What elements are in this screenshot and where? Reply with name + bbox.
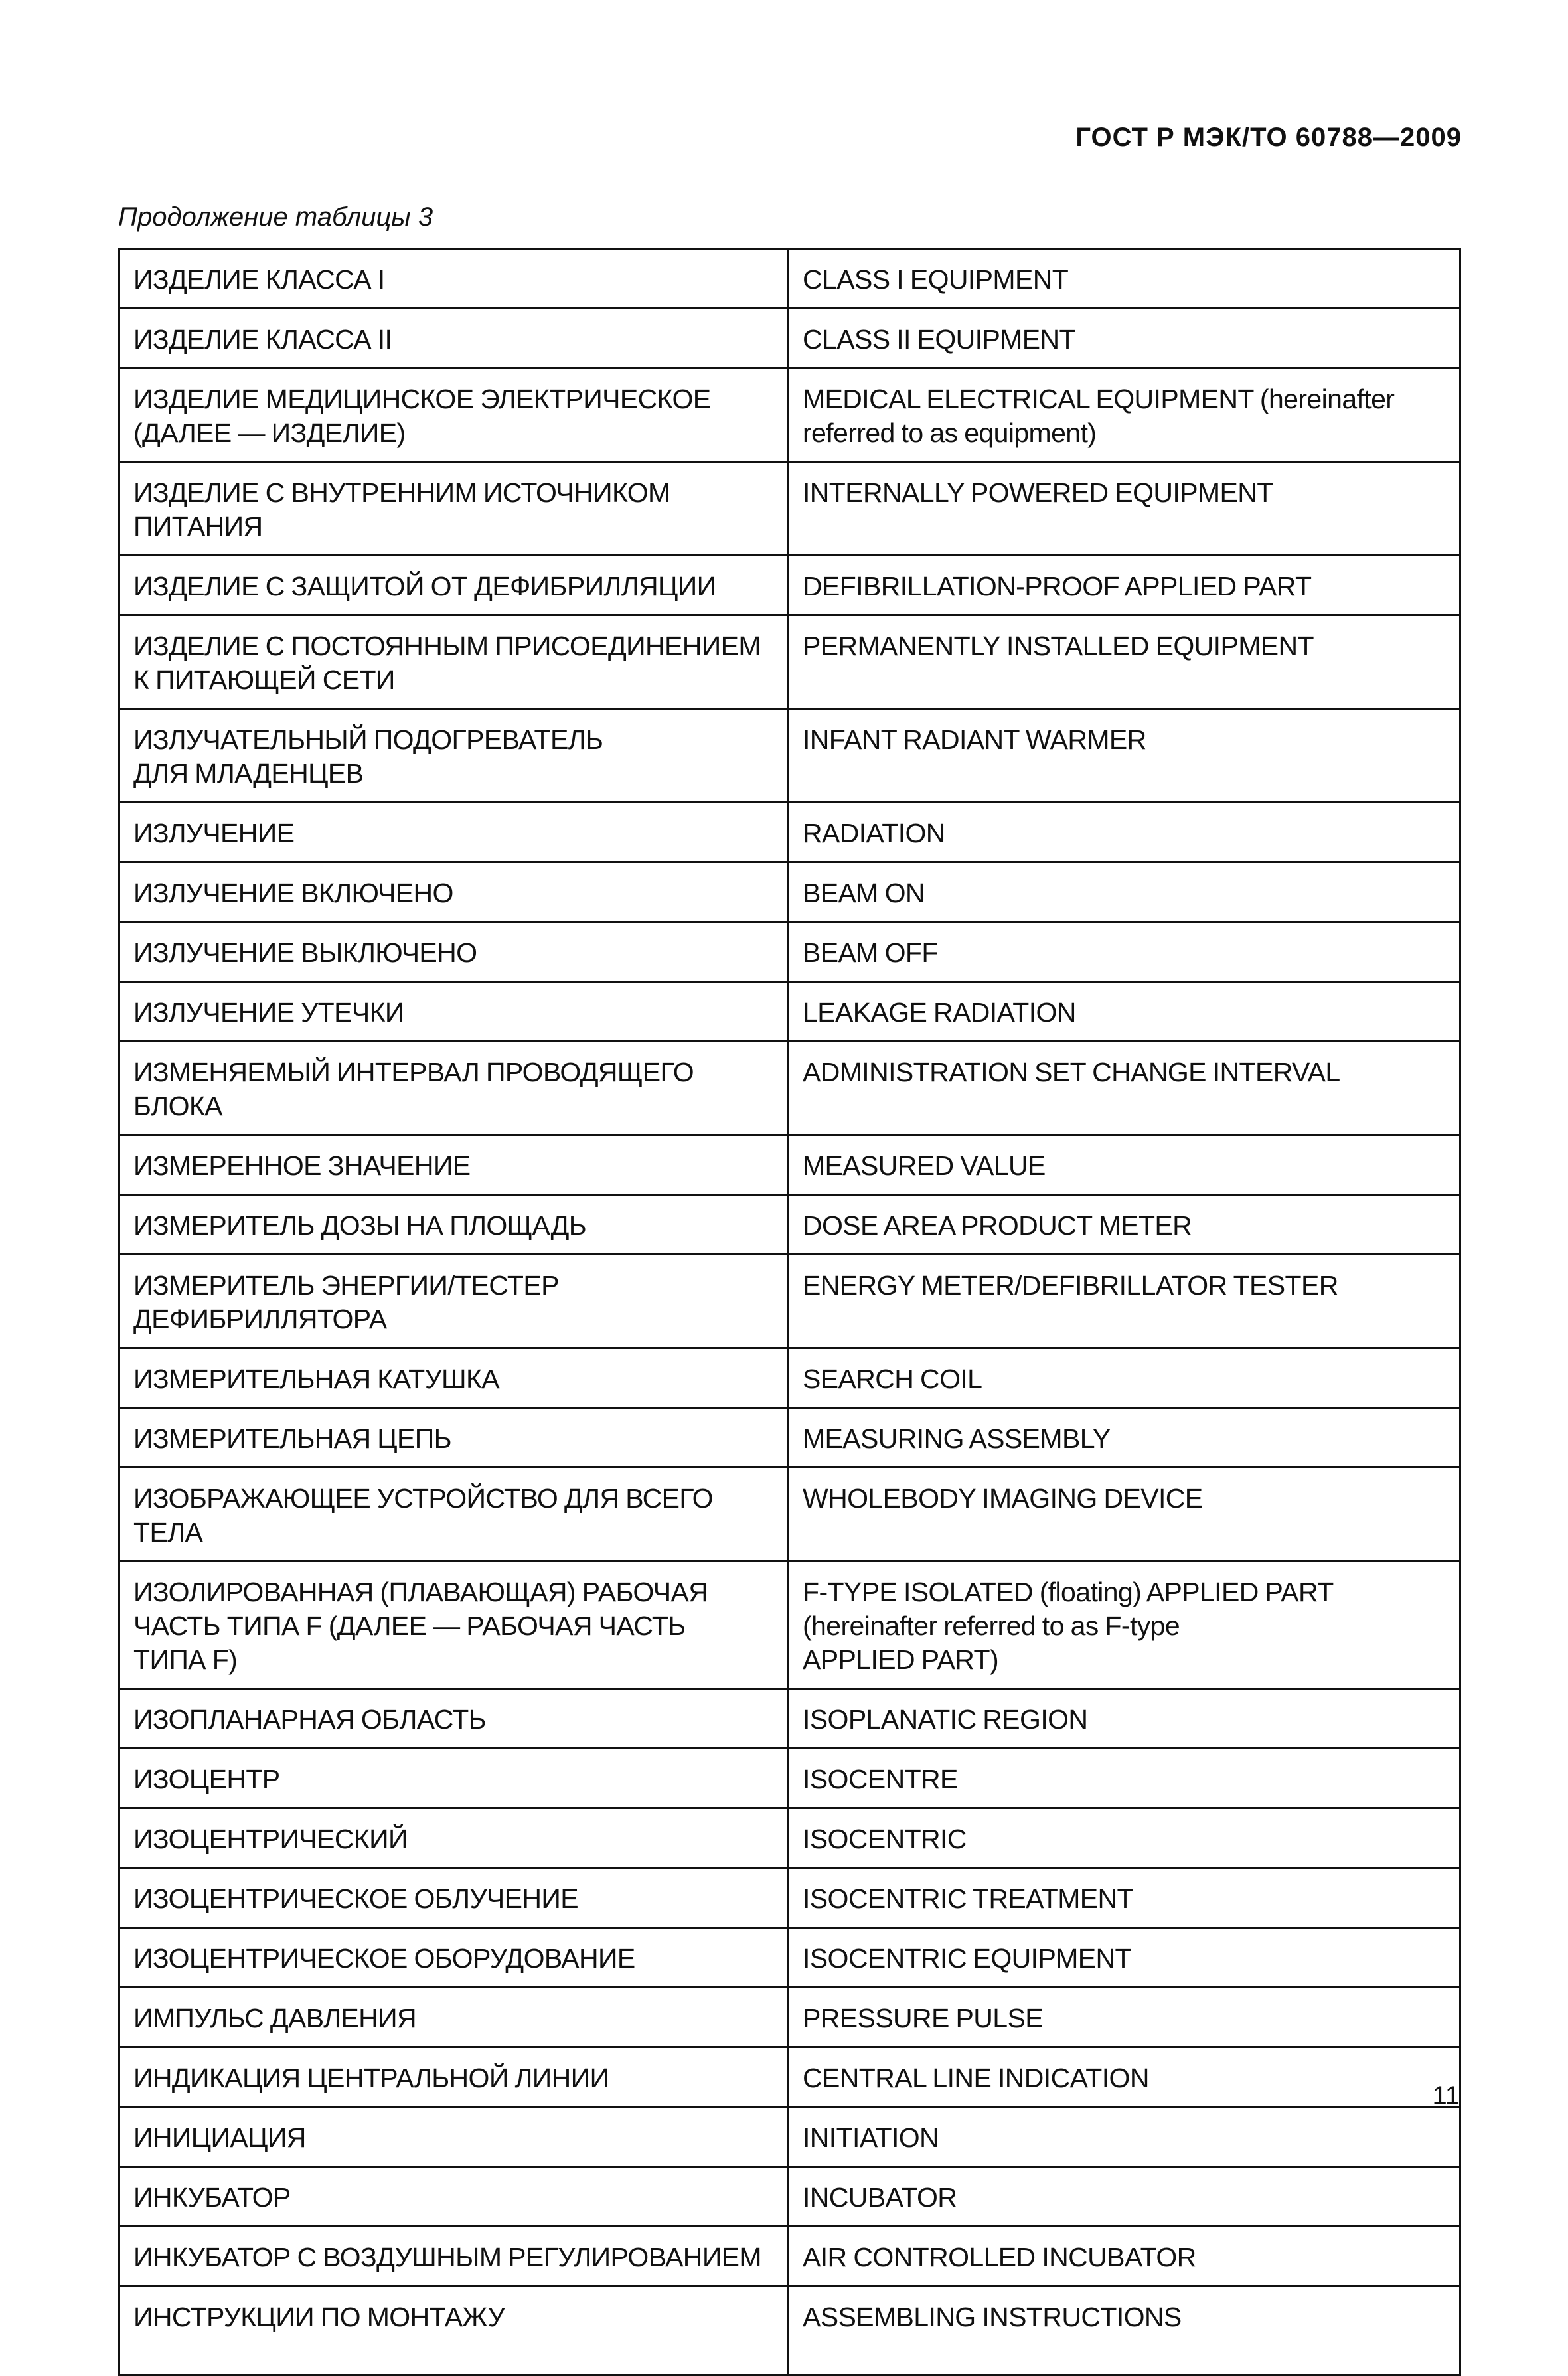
term-russian: ИНСТРУКЦИИ ПО МОНТАЖУ: [133, 2302, 505, 2332]
term-russian: ИЗМЕРЕННОЕ ЗНАЧЕНИЕ: [133, 1150, 471, 1181]
table-row: [119, 1749, 1460, 1808]
term-russian-cell: [119, 1408, 789, 1468]
term-english: WHOLEBODY IMAGING DEVICE: [803, 1483, 1203, 1514]
table-row: [119, 1135, 1460, 1195]
term-english-cell: [789, 1348, 1460, 1408]
term-english: BEAM ON: [803, 878, 925, 908]
term-russian-cell: [119, 2286, 789, 2375]
term-english-cell: [789, 1195, 1460, 1255]
term-russian: ИЗЛУЧЕНИЕ: [133, 818, 295, 848]
term-russian-cell: [119, 309, 789, 368]
term-russian-cell: [119, 249, 789, 309]
term-russian: ИЗДЕЛИЕ С ЗАЩИТОЙ ОТ ДЕФИБРИЛЛЯЦИИ: [133, 571, 716, 601]
term-russian: ИЗДЕЛИЕ С ВНУТРЕННИМ ИСТОЧНИКОМ ПИТАНИЯ: [133, 477, 670, 542]
term-english-cell: [789, 1561, 1460, 1689]
term-english-cell: [789, 982, 1460, 1042]
table-row: [119, 1561, 1460, 1689]
term-english-cell: [789, 1468, 1460, 1561]
term-russian-cell: [119, 1135, 789, 1195]
term-english-cell: [789, 1135, 1460, 1195]
term-russian: ИЗДЕЛИЕ КЛАССА I: [133, 264, 385, 295]
term-english-cell: [789, 1042, 1460, 1135]
table-row: [119, 1195, 1460, 1255]
term-english-cell: [789, 1868, 1460, 1928]
term-russian: ИНКУБАТОР С ВОЗДУШНЫМ РЕГУЛИРОВАНИЕМ: [133, 2242, 761, 2272]
term-russian-cell: [119, 2167, 789, 2227]
document-header: ГОСТ Р МЭК/ТО 60788—2009: [1075, 123, 1462, 152]
table-row: [119, 1808, 1460, 1868]
term-english: ISOCENTRIC TREATMENT: [803, 1883, 1133, 1914]
term-english-cell: [789, 309, 1460, 368]
terms-table: [118, 248, 1461, 2376]
table-row: [119, 249, 1460, 309]
term-russian: ИЗОЦЕНТР: [133, 1764, 280, 1794]
term-english: MEASURING ASSEMBLY: [803, 1423, 1111, 1454]
term-russian-cell: [119, 368, 789, 462]
table-row: [119, 556, 1460, 615]
term-russian-cell: [119, 1749, 789, 1808]
term-russian-cell: [119, 2047, 789, 2107]
term-russian-cell: [119, 1195, 789, 1255]
table-row: [119, 1988, 1460, 2047]
term-russian: ИЗДЕЛИЕ МЕДИЦИНСКОЕ ЭЛЕКТРИЧЕСКОЕ (ДАЛЕЕ — ИЗДЕЛИЕ): [133, 384, 711, 448]
term-english-cell: [789, 2227, 1460, 2286]
term-english: PRESSURE PULSE: [803, 2003, 1044, 2033]
table-row: [119, 368, 1460, 462]
table-row: [119, 615, 1460, 709]
term-english-cell: [789, 2286, 1460, 2375]
term-english: F-TYPE ISOLATED (floating) APPLIED PART (hereinafter referred to as F-type APPLIED PART): [803, 1577, 1334, 1675]
term-russian: ИЗМЕРИТЕЛЬ ЭНЕРГИИ/ТЕСТЕР ДЕФИБРИЛЛЯТОРА: [133, 1270, 559, 1334]
term-english: INFANT RADIANT WARMER: [803, 724, 1146, 755]
term-english: INTERNALLY POWERED EQUIPMENT: [803, 477, 1273, 508]
term-russian-cell: [119, 982, 789, 1042]
page-number: 11: [1432, 2081, 1460, 2110]
term-english-cell: [789, 2167, 1460, 2227]
term-english: DOSE AREA PRODUCT METER: [803, 1210, 1192, 1241]
term-russian: ИЗМЕРИТЕЛЬНАЯ ЦЕПЬ: [133, 1423, 451, 1454]
term-russian: ИЗДЕЛИЕ С ПОСТОЯННЫМ ПРИСОЕДИНЕНИЕМ К ПИТАЮЩЕЙ СЕТИ: [133, 631, 761, 695]
term-russian-cell: [119, 556, 789, 615]
term-english-cell: [789, 709, 1460, 803]
term-russian: ИЗЛУЧЕНИЕ ВКЛЮЧЕНО: [133, 878, 453, 908]
term-russian: ИЗЛУЧЕНИЕ ВЫКЛЮЧЕНО: [133, 937, 477, 968]
term-english: ISOCENTRE: [803, 1764, 958, 1794]
term-english: INCUBATOR: [803, 2182, 957, 2213]
term-russian: ИНДИКАЦИЯ ЦЕНТРАЛЬНОЙ ЛИНИИ: [133, 2063, 609, 2093]
table-row: [119, 1468, 1460, 1561]
term-russian-cell: [119, 1561, 789, 1689]
term-russian: ИМПУЛЬС ДАВЛЕНИЯ: [133, 2003, 417, 2033]
term-russian: ИЗОБРАЖАЮЩЕЕ УСТРОЙСТВО ДЛЯ ВСЕГО ТЕЛА: [133, 1483, 713, 1547]
table-row: [119, 1928, 1460, 1988]
term-english: BEAM OFF: [803, 937, 938, 968]
term-english-cell: [789, 1808, 1460, 1868]
term-russian-cell: [119, 1928, 789, 1988]
term-russian: ИЗОЛИРОВАННАЯ (ПЛАВАЮЩАЯ) РАБОЧАЯ ЧАСТЬ ТИПА F (ДАЛЕЕ — РАБОЧАЯ ЧАСТЬ ТИПА F): [133, 1577, 708, 1675]
table-row: [119, 1348, 1460, 1408]
term-russian-cell: [119, 615, 789, 709]
term-russian-cell: [119, 1689, 789, 1749]
term-english: INITIATION: [803, 2122, 939, 2153]
term-russian-cell: [119, 2107, 789, 2167]
table-row: [119, 709, 1460, 803]
term-russian-cell: [119, 1468, 789, 1561]
term-russian: ИЗЛУЧАТЕЛЬНЫЙ ПОДОГРЕВАТЕЛЬ ДЛЯ МЛАДЕНЦЕВ: [133, 724, 603, 789]
table-row: [119, 309, 1460, 368]
table-row: [119, 2227, 1460, 2286]
term-english: ISOCENTRIC: [803, 1824, 967, 1854]
term-russian: ИЗМЕРИТЕЛЬ ДОЗЫ НА ПЛОЩАДЬ: [133, 1210, 587, 1241]
table-row: [119, 922, 1460, 982]
term-russian-cell: [119, 862, 789, 922]
term-russian: ИЗОЦЕНТРИЧЕСКОЕ ОБОРУДОВАНИЕ: [133, 1943, 635, 1974]
term-english: ISOPLANATIC REGION: [803, 1704, 1088, 1735]
term-english-cell: [789, 556, 1460, 615]
term-english-cell: [789, 1988, 1460, 2047]
term-russian-cell: [119, 462, 789, 556]
term-english: SEARCH COIL: [803, 1364, 982, 1394]
term-english-cell: [789, 368, 1460, 462]
term-russian: ИЗМЕРИТЕЛЬНАЯ КАТУШКА: [133, 1364, 500, 1394]
table-row: [119, 2286, 1460, 2375]
term-english-cell: [789, 249, 1460, 309]
term-russian: ИЗМЕНЯЕМЫЙ ИНТЕРВАЛ ПРОВОДЯЩЕГО БЛОКА: [133, 1057, 694, 1121]
term-english: PERMANENTLY INSTALLED EQUIPMENT: [803, 631, 1314, 661]
term-russian-cell: [119, 803, 789, 862]
term-english-cell: [789, 1689, 1460, 1749]
term-russian: ИЗДЕЛИЕ КЛАССА II: [133, 324, 392, 355]
table-row: [119, 1255, 1460, 1348]
table-row: [119, 2047, 1460, 2107]
table-row: [119, 2167, 1460, 2227]
term-english: ISOCENTRIC EQUIPMENT: [803, 1943, 1131, 1974]
term-russian-cell: [119, 1808, 789, 1868]
table-row: [119, 1408, 1460, 1468]
term-russian: ИЗОЦЕНТРИЧЕСКИЙ: [133, 1824, 408, 1854]
term-english-cell: [789, 2107, 1460, 2167]
term-english-cell: [789, 803, 1460, 862]
term-russian: ИЗЛУЧЕНИЕ УТЕЧКИ: [133, 997, 404, 1028]
term-english: RADIATION: [803, 818, 945, 848]
term-russian-cell: [119, 1988, 789, 2047]
term-english: CLASS II EQUIPMENT: [803, 324, 1075, 355]
term-russian-cell: [119, 1042, 789, 1135]
term-english: MEASURED VALUE: [803, 1150, 1046, 1181]
term-russian: ИЗОПЛАНАРНАЯ ОБЛАСТЬ: [133, 1704, 486, 1735]
term-russian: ИНКУБАТОР: [133, 2182, 291, 2213]
term-english-cell: [789, 462, 1460, 556]
term-russian-cell: [119, 709, 789, 803]
term-english-cell: [789, 862, 1460, 922]
terms-table-body: [119, 249, 1460, 2375]
term-russian-cell: [119, 2227, 789, 2286]
term-english: CLASS I EQUIPMENT: [803, 264, 1069, 295]
table-caption: Продолжение таблицы 3: [118, 202, 433, 232]
term-english: AIR CONTROLLED INCUBATOR: [803, 2242, 1196, 2272]
term-english: CENTRAL LINE INDICATION: [803, 2063, 1149, 2093]
term-english-cell: [789, 922, 1460, 982]
table-row: [119, 803, 1460, 862]
term-russian-cell: [119, 1348, 789, 1408]
table-row: [119, 982, 1460, 1042]
table-row: [119, 2107, 1460, 2167]
table-row: [119, 1689, 1460, 1749]
table-row: [119, 1042, 1460, 1135]
term-english-cell: [789, 615, 1460, 709]
term-russian: ИНИЦИАЦИЯ: [133, 2122, 306, 2153]
term-russian-cell: [119, 922, 789, 982]
term-english-cell: [789, 1749, 1460, 1808]
table-row: [119, 462, 1460, 556]
term-russian: ИЗОЦЕНТРИЧЕСКОЕ ОБЛУЧЕНИЕ: [133, 1883, 578, 1914]
term-english-cell: [789, 1408, 1460, 1468]
term-english: LEAKAGE RADIATION: [803, 997, 1076, 1028]
term-russian-cell: [119, 1255, 789, 1348]
term-english: MEDICAL ELECTRICAL EQUIPMENT (hereinafter referred to as equipment): [803, 384, 1395, 448]
term-russian-cell: [119, 1868, 789, 1928]
term-english: DEFIBRILLATION-PROOF APPLIED PART: [803, 571, 1312, 601]
term-english: ENERGY METER/DEFIBRILLATOR TESTER: [803, 1270, 1338, 1301]
term-english-cell: [789, 1928, 1460, 1988]
term-english-cell: [789, 1255, 1460, 1348]
term-english: ASSEMBLING INSTRUCTIONS: [803, 2302, 1182, 2332]
table-row: [119, 1868, 1460, 1928]
term-english-cell: [789, 2047, 1460, 2107]
table-row: [119, 862, 1460, 922]
term-english: ADMINISTRATION SET CHANGE INTERVAL: [803, 1057, 1340, 1087]
